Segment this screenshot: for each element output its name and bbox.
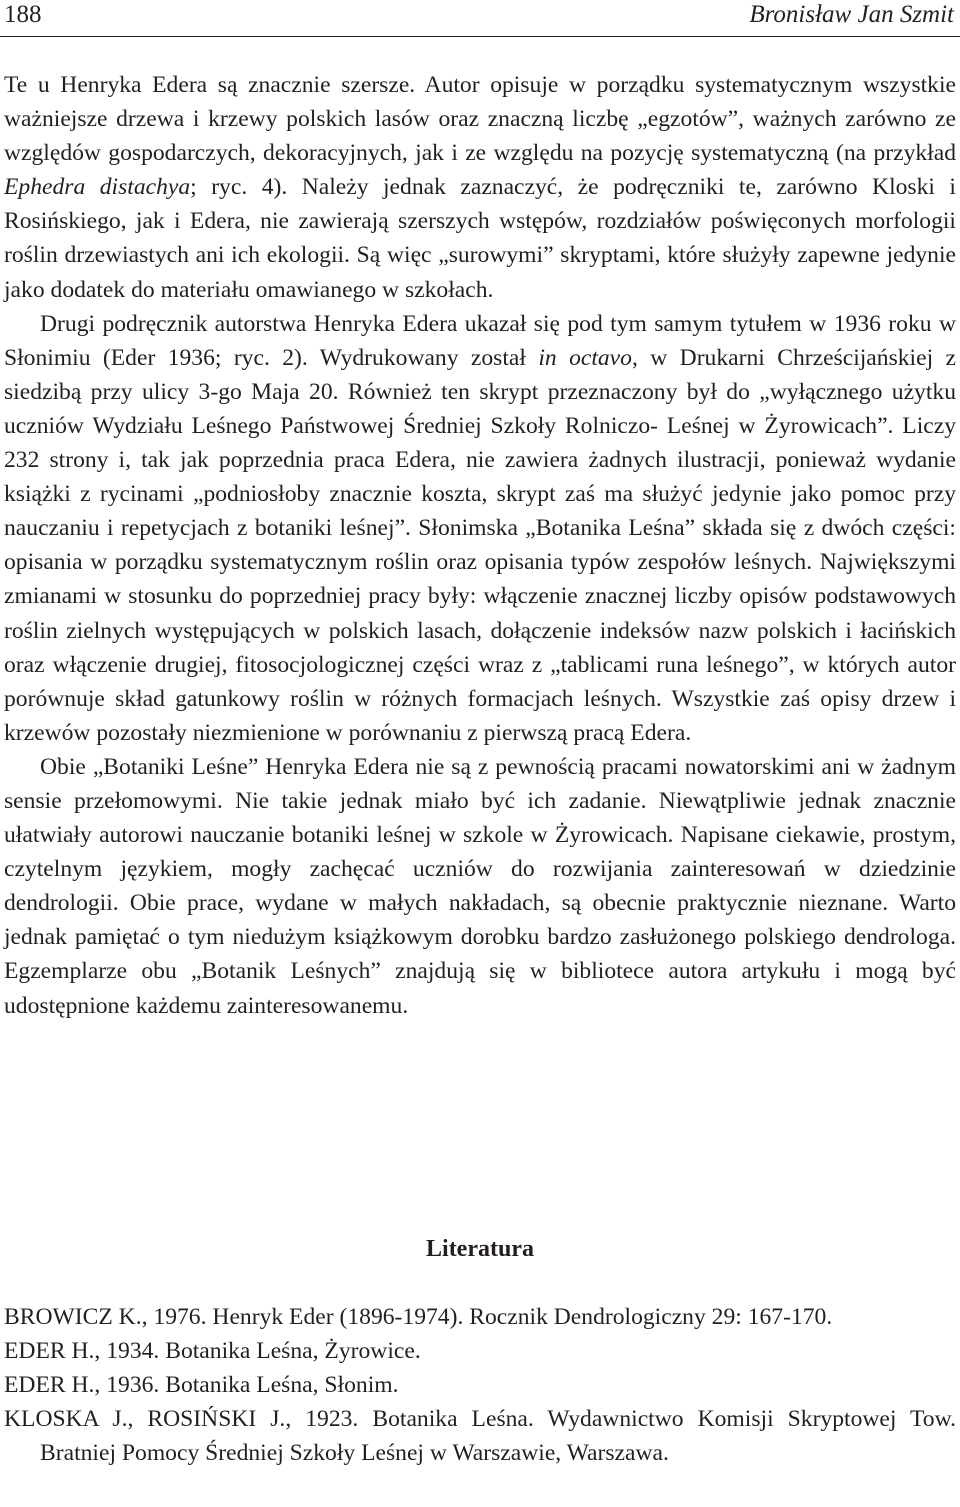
page-number: 188: [4, 1, 42, 28]
paragraph-2-text-b: , w Drukarni Chrześcijańskiej z siedzibą przy ulicy 3-go Maja 20. Również ten skrypt przeznaczony był do „wyłącznego użytku uczniów Wydziału Leśnego Państwowej Średniej Szkoły Rolniczo- Leśnej w Żyrowicach”. Liczy 232 strony i, tak jak poprzednia praca Edera, nie zawiera żadnych ilustracji, ponieważ wydanie książki z rycinami „podniosłoby znacznie koszta, skrypt zaś ma służyć jedynie jako pomoc przy nauczaniu i repetycjach z botaniki leśnej”. Słonimska „Botanika Leśna” składa się z dwóch części: opisania w porządku systematycznym roślin oraz opisania typów zespołów leśnych. Największymi zmianami w stosunku do poprzedniej pracy były: włączenie znacznej liczby opisów podstawowych roślin zielnych występujących w polskich lasach, dołączenie indeksów nazw polskich i łacińskich oraz włączenie drugiej, fitosocjologicznej części wraz z „tablicami runa leśnego”, w których autor porównuje skład gatunkowy roślin w różnych formacjach leśnych. Wszystkie zaś opisy drzew i krzewów pozostały niezmienione w porównaniu z pierwszą pracą Edera.: [4, 344, 956, 746]
paragraph-1: [4, 68, 956, 307]
paragraph-3-text: Obie „Botaniki Leśne” Henryka Edera nie są z pewnością pracami nowatorskimi ani w żadnym sensie przełomowymi. Nie takie jednak miało być ich zadanie. Niewątpliwie jednak znacznie ułatwiały autorowi nauczanie botaniki leśnej w szkole w Żyrowicach. Napisane ciekawie, prostym, czytelnym językiem, mogły zachęcać uczniów do rozwijania zainteresowań w dziedzinie dendrologii. Obie prace, wydane w małych nakładach, są obecnie praktycznie nieznane. Warto jednak pamiętać o tym niedużym książkowym dorobku bardzo zasłużonego polskiego dendrologa. Egzemplarze obu „Botanik Leśnych” znajdują się w bibliotece autora artykułu i mogą być udostępnione każdemu zainteresowanemu.: [4, 753, 956, 1019]
running-head-author: Bronisław Jan Szmit: [749, 1, 954, 28]
format-term: in octavo: [538, 344, 632, 371]
section-heading-literatura: Literatura: [426, 1236, 534, 1262]
header-rule: [0, 36, 960, 37]
paragraph-2-text-a: Drugi podręcznik autorstwa Henryka Edera ukazał się pod tym samym tytułem w 1936 roku w Słonimiu (Eder 1936; ryc. 2). Wydrukowany został: [4, 310, 956, 371]
paragraph-1-text-a: Te u Henryka Edera są znacznie szersze. Autor opisuje w porządku systematycznym wszystkie ważniejsze drzewa i krzewy polskich lasów oraz znaczną liczbę „egzotów”, ważnych zarówno ze względów gospodarczych, dekoracyjnych, jak i ze względu na pozycję systematyczną (na przykład: [4, 72, 956, 167]
article-body: [4, 68, 956, 1023]
reference-item: KLOSKA J., ROSIŃSKI J., 1923. Botanika Leśna. Wydawnictwo Komisji Skryptowej Tow. Bratniej Pomocy Średniej Szkoły Leśnej w Warszawie, Warszawa.: [4, 1406, 956, 1467]
reference-item: EDER H., 1934. Botanika Leśna, Żyrowice.: [4, 1338, 421, 1365]
running-head: [4, 0, 954, 36]
reference-item: BROWICZ K., 1976. Henryk Eder (1896-1974). Rocznik Dendrologiczny 29: 167-170.: [4, 1304, 833, 1330]
reference-list: [4, 1300, 956, 1470]
species-name: Ephedra distachya: [4, 174, 191, 201]
paragraph-3: [4, 750, 956, 1023]
paragraph-1-text-b: ; ryc. 4). Należy jednak zaznaczyć, że podręczniki te, zarówno Kloski i Rosińskiego, jak i Edera, nie zawierają szerszych wstępów, rozdziałów poświęconych morfologii roślin drzewiastych ani ich ekologii. Są więc „surowymi” skryptami, które służyły zapewne jedynie jako dodatek do materiału omawianego w szkołach.: [4, 174, 956, 303]
paragraph-2: [4, 307, 956, 750]
reference-item: EDER H., 1936. Botanika Leśna, Słonim.: [4, 1372, 399, 1399]
